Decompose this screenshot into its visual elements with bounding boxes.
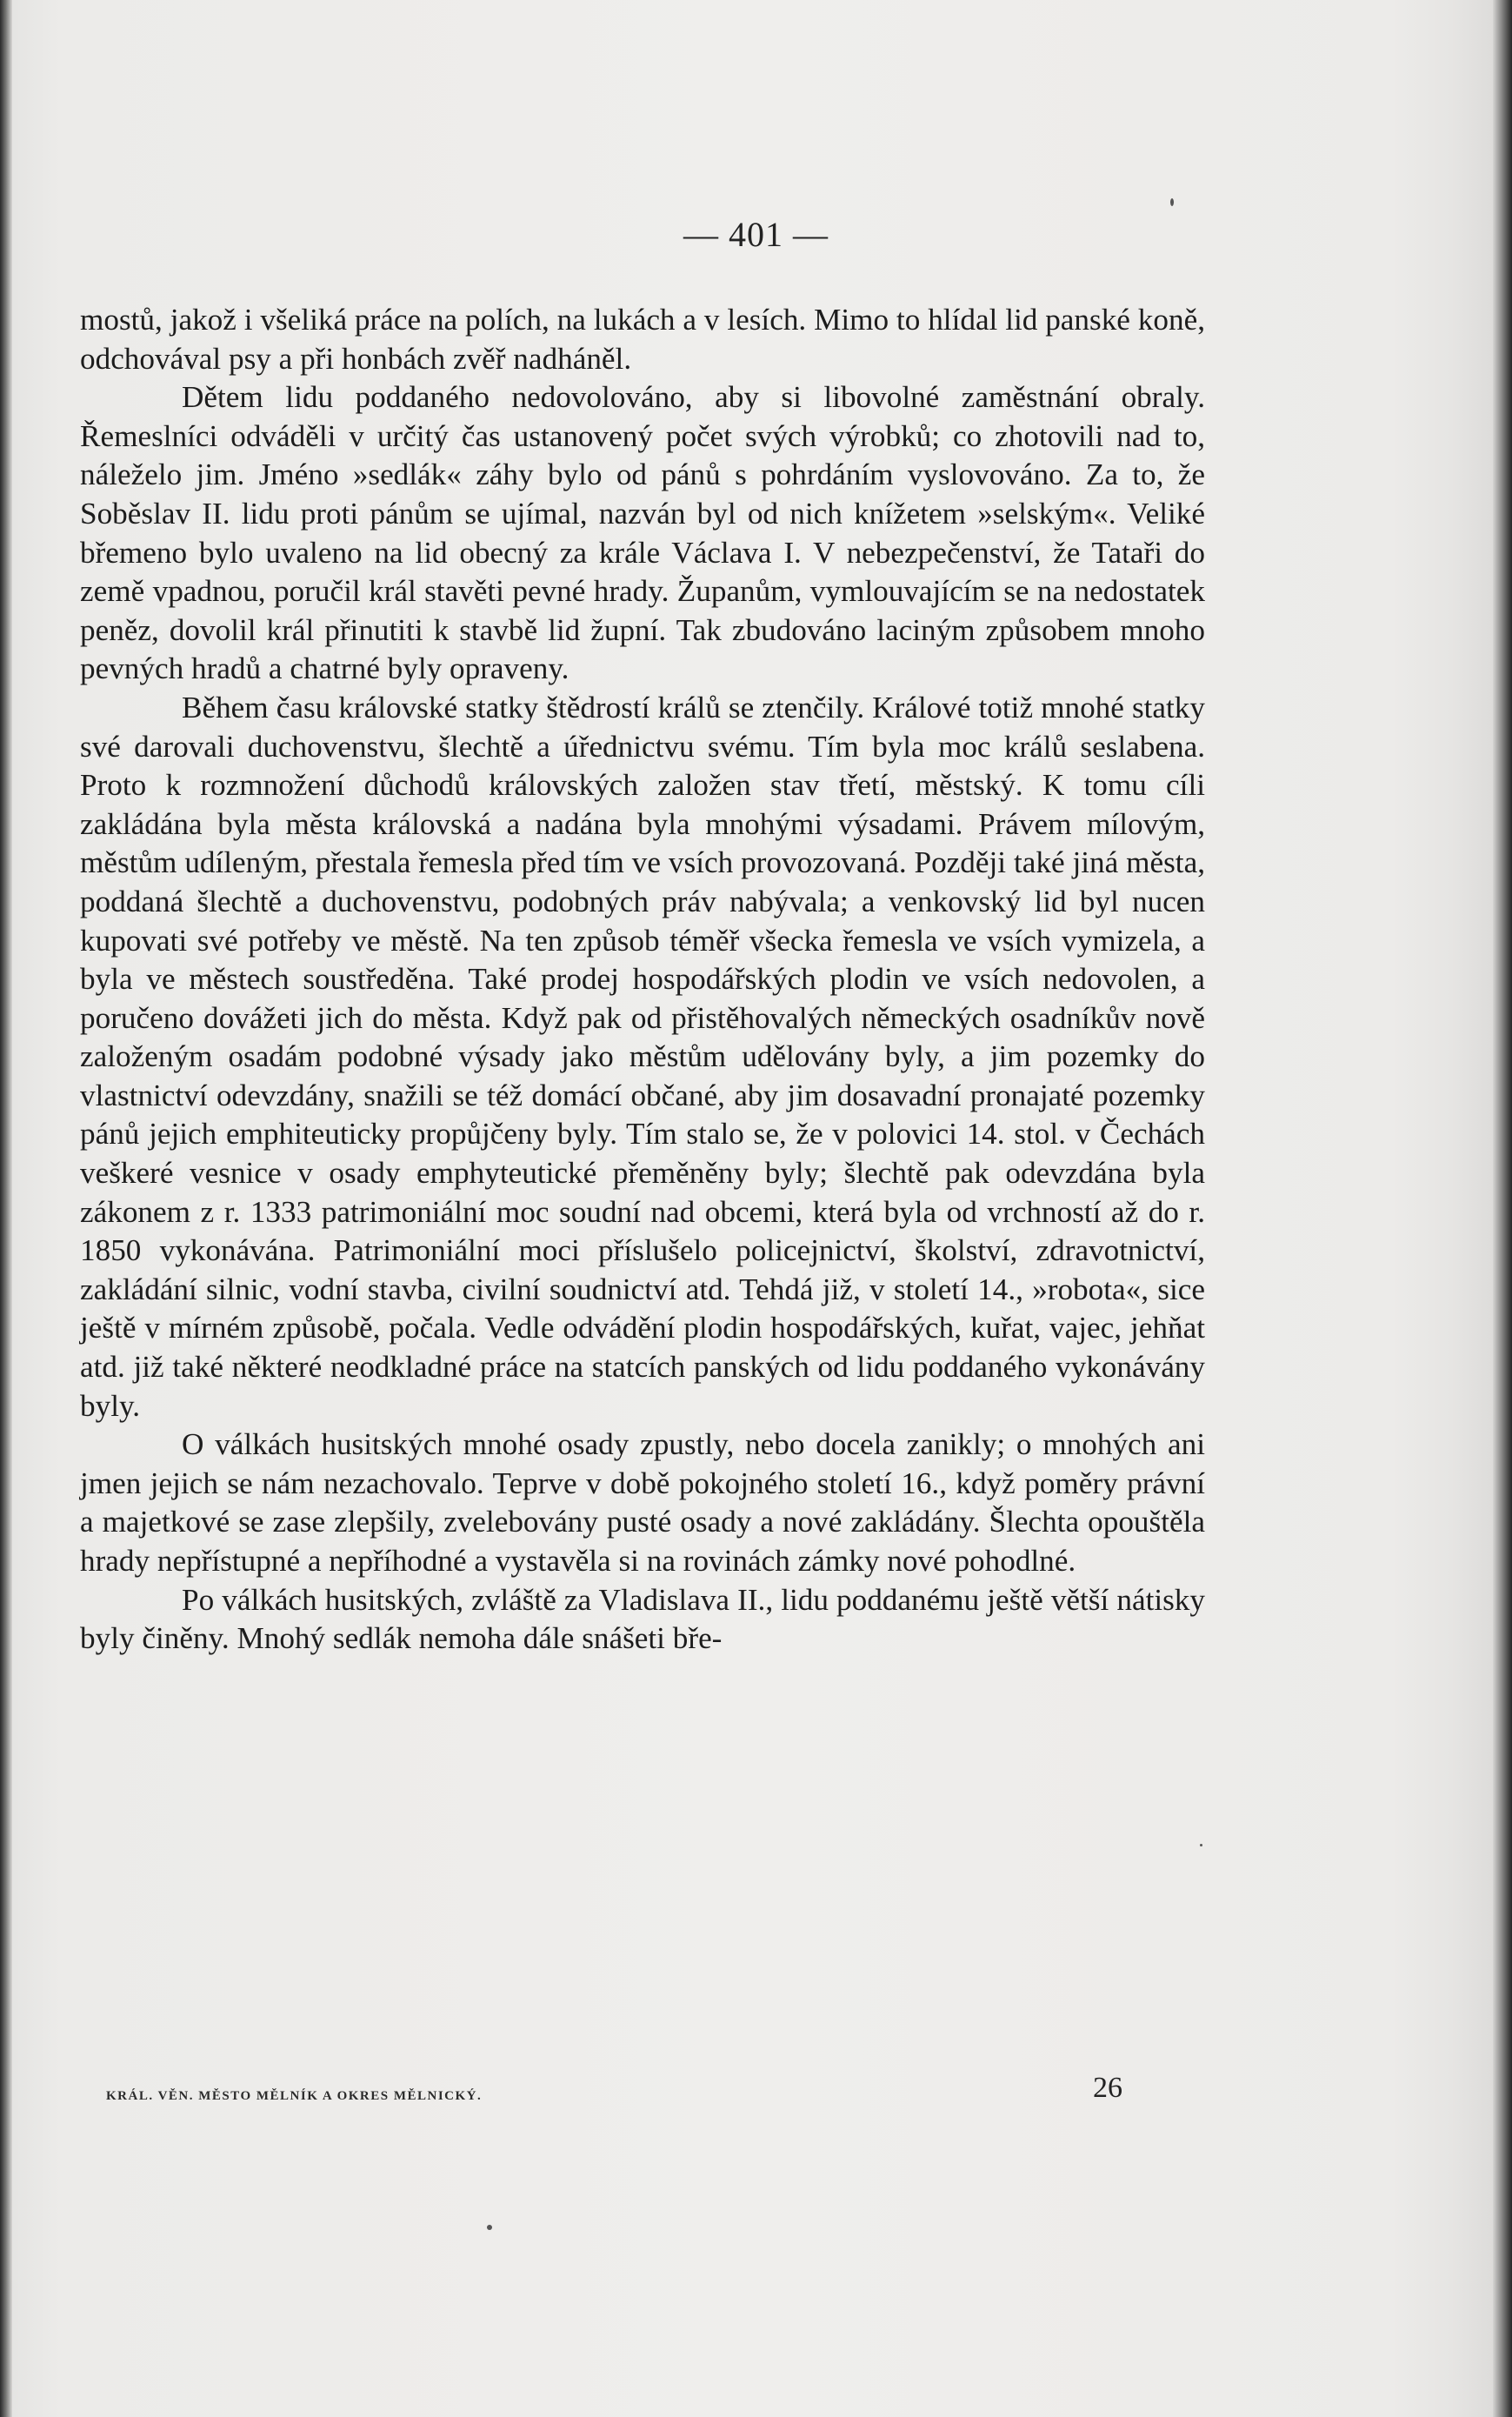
page-edge-left (0, 0, 12, 2417)
paragraph-2: Dětem lidu poddaného nedovolováno, aby si libovolné zaměstnání obraly. Řemeslníci odváděli v určitý čas ustanovený počet svých výrobků; co zhotovili nad to, náleželo jim. Jméno »sedlák« záhy bylo od pánů s pohrdáním vyslovováno. Za to, že Soběslav II. lidu proti pánům se ujímal, nazván byl od nich knížetem »selským«. Veliké břemeno bylo uvaleno na lid obecný za krále Václava I. V nebezpečenství, že Tataři do země vpadnou, poručil král stavěti pevné hrady. Županům, vymlouvajícím se na nedostatek peněz, dovolil král přinutiti k stavbě lid župní. Tak zbudováno laciným způsobem mnoho pevných hradů a chatrné byly opraveny. (80, 380, 1205, 686)
sheet-number: 26 (1093, 2072, 1122, 2104)
page-edge-right (1493, 0, 1512, 2417)
ink-speck (1200, 1844, 1202, 1846)
page-number: — 401 — (683, 215, 829, 254)
paragraph-1: mostů, jakož i všeliká práce na polích, na lukách a v lesích. Mimo to hlídal lid panské koně, odchovával psy a při honbách zvěř nadháněl. (80, 303, 1205, 376)
ink-speck (487, 2225, 492, 2230)
paragraph-4: O válkách husitských mnohé osady zpustly, nebo docela zanikly; o mnohých ani jmen jejich se nám nezachovalo. Teprve v době pokojného století 16., když poměry právní a majetkové se zase zlepšily, zvelebovány pusté osady a nové zakládány. Šlechta opouštěla hrady nepřístupné a nepříhodné a vystavěla si na rovinách zámky nové pohodlné. (80, 1427, 1205, 1578)
ink-speck (1170, 198, 1174, 206)
paragraph-3: Během času královské statky štědrostí králů se ztenčily. Králové totiž mnohé statky své darovali duchovenstvu, šlechtě a úřednictvu svému. Tím byla moc králů seslabena. Proto k rozmnožení důchodů královských založen stav třetí, městský. K tomu cíli zakládána byla města královská a nadána byla mnohými výsadami. Právem mílovým, městům udíleným, přestala řemesla před tím ve vsích provozovaná. Později také jiná města, poddaná šlechtě a duchovenstvu, podobných práv nabývala; a venkovský lid byl nucen kupovati své potřeby ve městě. Na ten způsob téměř všecka řemesla ve vsích vymizela, a byla ve městech soustředěna. Také prodej hospodářských plodin ve vsích nedovolen, a poručeno dovážeti jich do města. Když pak od přistěhovalých německých osadníkův nově založeným osadám podobné výsady jako městům udělovány byly, a jim pozemky do vlastnictví odevzdány, snažili se též domácí občané, aby jim dosavadní pronajaté pozemky pánů jejich emphiteuticky propůjčeny byly. Tím stalo se, že v polovici 14. stol. v Čechách veškeré vesnice v osady emphyteutické přeměněny byly; šlechtě pak odevzdána byla zákonem z r. 1333 patrimoniální moc soudní nad obcemi, která byla od vrchností až do r. 1850 vykonávána. Patrimoniální moci příslušelo policejnictví, školství, zdravotnictví, zakládání silnic, vodní stavba, civilní soudnictví atd. Tehdá již, v století 14., »robota«, sice ještě v mírném způsobě, počala. Vedle odvádění plodin hospodářských, kuřat, vajec, jehňat atd. již také některé neodkladné práce na statcích panských od lidu poddaného vykonávány byly. (80, 690, 1205, 1423)
footer-signature: KRÁL. VĚN. MĚSTO MĚLNÍK A OKRES MĚLNICKÝ. (106, 2089, 483, 2103)
body-text (80, 301, 1205, 1659)
paragraph-5: Po válkách husitských, zvláště za Vladislava II., lidu poddanému ještě větší nátisky byly činěny. Mnohý sedlák nemoha dále snášeti bře- (80, 1582, 1205, 1656)
